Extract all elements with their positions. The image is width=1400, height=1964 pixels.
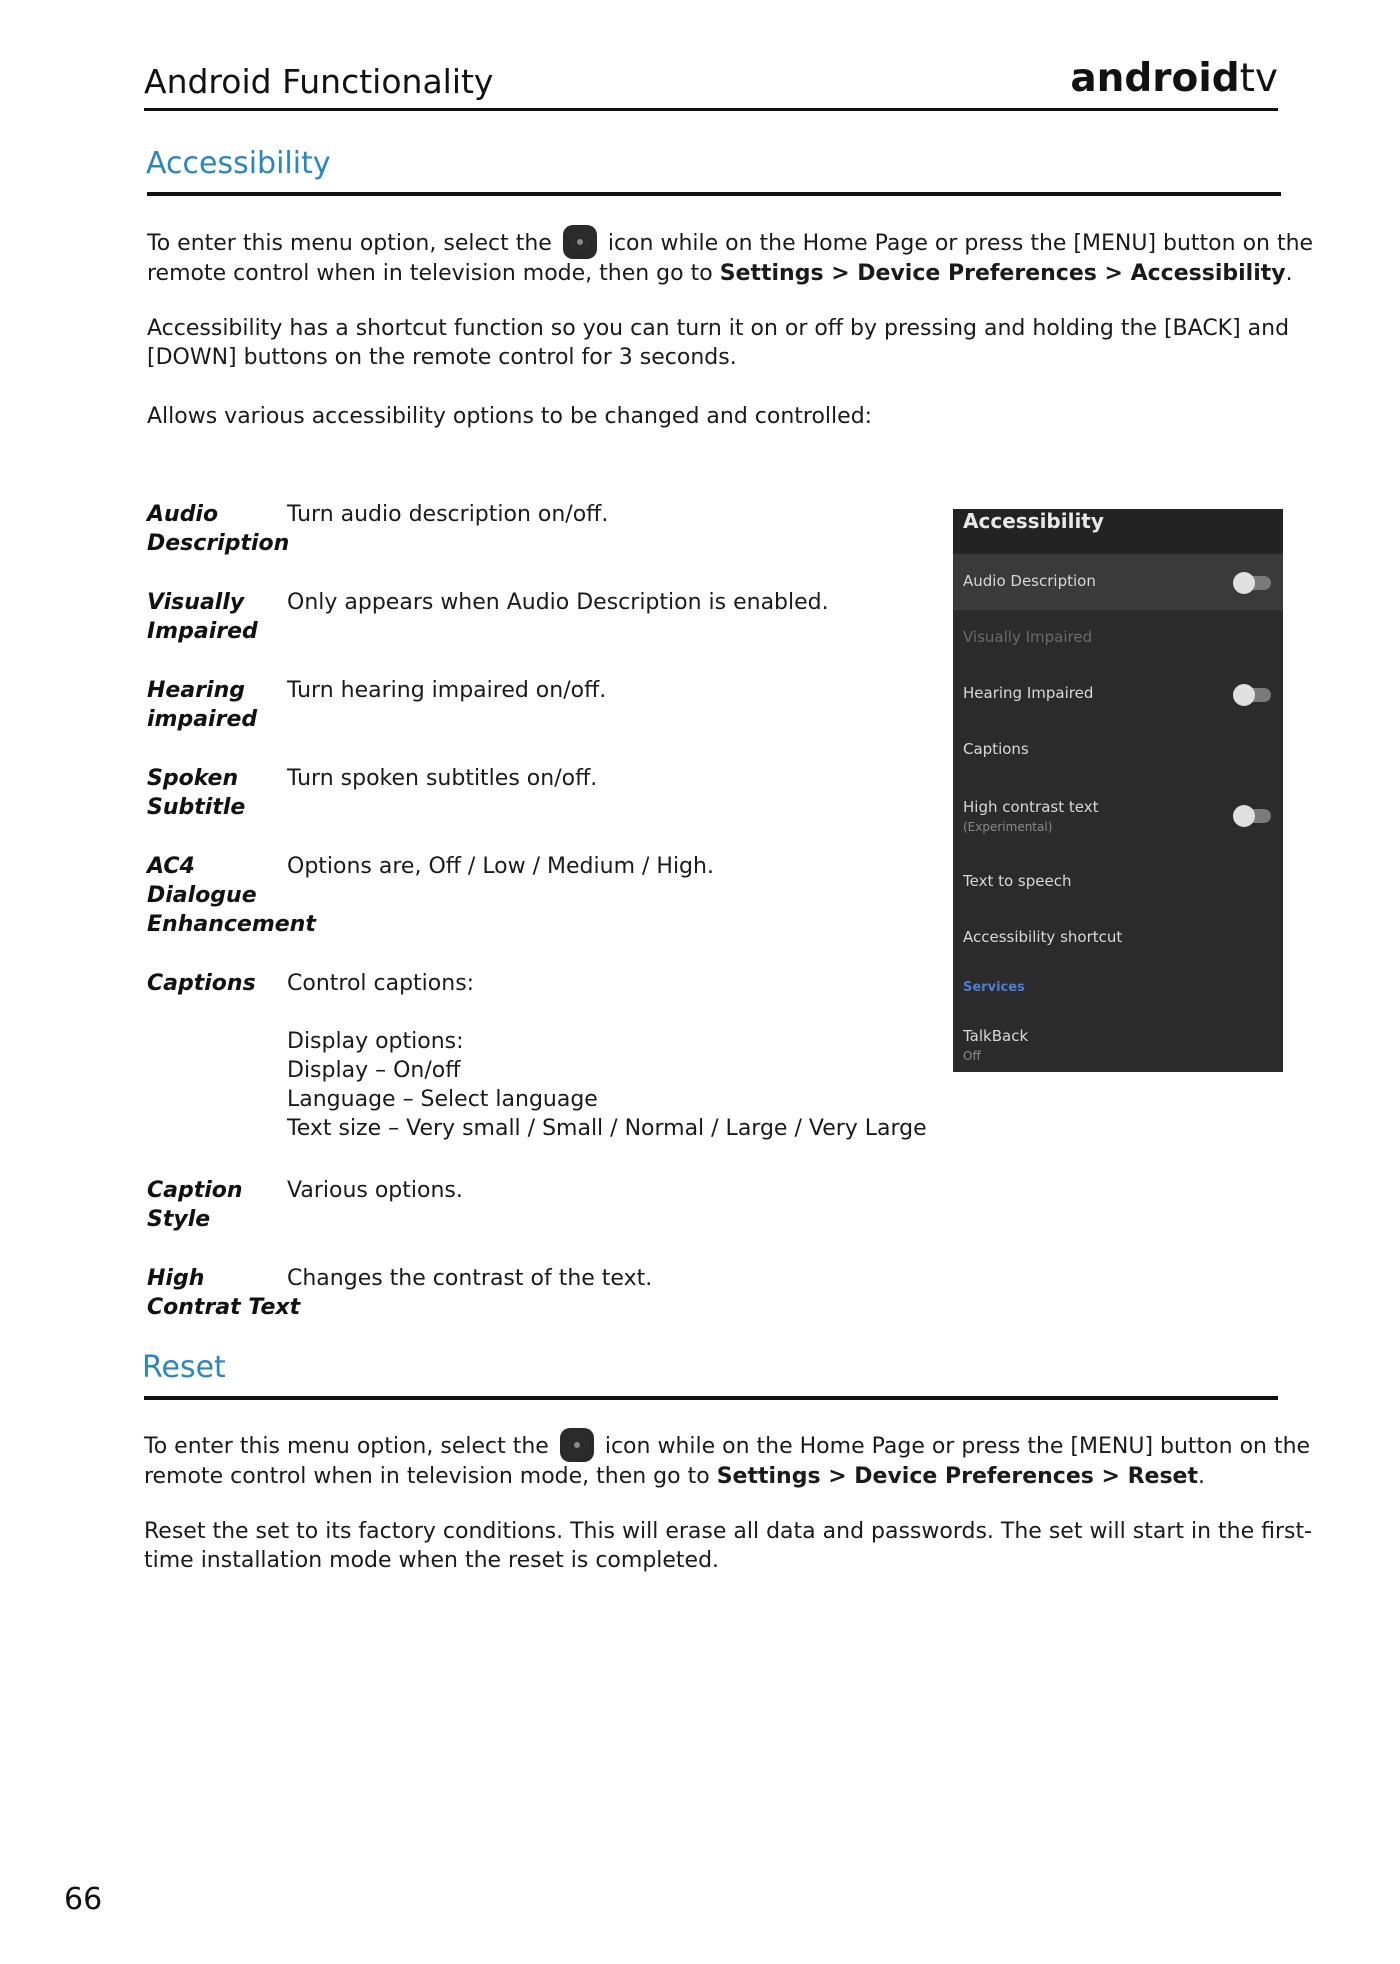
tv-item-talkback: TalkBack bbox=[963, 1027, 1029, 1045]
option-description-line: Display options: bbox=[287, 1029, 464, 1054]
option-term-line: Visually bbox=[147, 590, 245, 615]
option-term bbox=[147, 1264, 300, 1322]
tv-item-talkback-sub: Off bbox=[963, 1049, 981, 1063]
option-description-line: Turn hearing impaired on/off. bbox=[287, 678, 607, 703]
option-term-line: Dialogue bbox=[147, 883, 257, 908]
audio-description-toggle bbox=[1235, 576, 1271, 590]
tv-services-label: Services bbox=[963, 980, 1025, 995]
option-term-line: Audio bbox=[147, 502, 219, 527]
option-term-line: High bbox=[147, 1266, 205, 1291]
option-description-line: Only appears when Audio Description is enabled. bbox=[287, 590, 829, 615]
option-term-line: Spoken bbox=[147, 766, 239, 791]
accessibility-shortcut-text: Accessibility has a shortcut function so you can turn it on or off by pressing and holding the [BACK] and [DOWN] buttons on the remote control for 3 seconds. bbox=[147, 316, 1290, 370]
option-description bbox=[287, 969, 927, 1143]
accessibility-heading: Accessibility bbox=[146, 146, 331, 181]
option-description-line bbox=[287, 998, 927, 1027]
accessibility-intro: To enter this menu option, select the icon while on the Home Page or press the [MENU] button on the remote control when in television mode, then go to Settings > Device Preferences > Accessibility. bbox=[147, 225, 1287, 288]
accessibility-allows-text: Allows various accessibility options to be changed and controlled: bbox=[147, 404, 873, 429]
tv-item-captions: Captions bbox=[963, 740, 1029, 758]
option-description-line: Turn audio description on/off. bbox=[287, 502, 609, 527]
option-term-line: Hearing bbox=[147, 678, 245, 703]
option-term bbox=[147, 676, 257, 734]
androidtv-logo: androidtv bbox=[1070, 56, 1278, 101]
tv-item-audio-description: Audio Description bbox=[963, 572, 1096, 590]
option-term bbox=[147, 500, 289, 558]
hearing-impaired-toggle bbox=[1235, 688, 1271, 702]
option-description-line: Control captions: bbox=[287, 971, 475, 996]
header-rule bbox=[144, 108, 1278, 111]
option-description bbox=[287, 852, 714, 881]
page-header-title: Android Functionality bbox=[144, 62, 494, 101]
reset-body: Reset the set to its factory conditions. This will erase all data and passwords. The set will start in the first- time installation mode when the reset is completed. bbox=[144, 1519, 1313, 1573]
option-description bbox=[287, 588, 829, 617]
reset-menu-path: Settings > Device Preferences > Reset bbox=[716, 1464, 1198, 1489]
option-description-line: Language – Select language bbox=[287, 1087, 598, 1112]
option-description bbox=[287, 676, 606, 705]
option-description-line: Changes the contrast of the text. bbox=[287, 1266, 653, 1291]
option-term bbox=[147, 969, 256, 998]
reset-heading: Reset bbox=[142, 1350, 226, 1385]
accessibility-rule bbox=[147, 192, 1281, 196]
tv-item-high-contrast: High contrast text bbox=[963, 798, 1099, 816]
option-description bbox=[287, 764, 597, 793]
option-term-line: Subtitle bbox=[147, 795, 246, 820]
option-term-line: AC4 bbox=[147, 854, 195, 879]
option-term-line: Contrat Text bbox=[147, 1295, 301, 1320]
reset-rule bbox=[144, 1396, 1278, 1400]
option-term-line: Impaired bbox=[147, 619, 258, 644]
tv-menu-header: Accessibility bbox=[953, 509, 1283, 553]
option-term-line: impaired bbox=[147, 707, 258, 732]
page-number: 66 bbox=[64, 1882, 103, 1917]
tv-item-accessibility-shortcut: Accessibility shortcut bbox=[963, 928, 1123, 946]
tv-item-high-contrast-sub: (Experimental) bbox=[963, 820, 1053, 834]
accessibility-menu-path: Settings > Device Preferences > Accessibility bbox=[719, 261, 1286, 286]
option-term bbox=[147, 764, 245, 822]
option-term-line: Captions bbox=[147, 971, 256, 996]
tv-item-hearing-impaired: Hearing Impaired bbox=[963, 684, 1094, 702]
option-term-line: Description bbox=[147, 531, 290, 556]
option-description-line: Various options. bbox=[287, 1178, 463, 1203]
high-contrast-toggle bbox=[1235, 809, 1271, 823]
option-description-line: Turn spoken subtitles on/off. bbox=[287, 766, 598, 791]
tv-item-visually-impaired: Visually Impaired bbox=[963, 628, 1093, 646]
option-description-line: Options are, Off / Low / Medium / High. bbox=[287, 854, 714, 879]
settings-menu-icon bbox=[563, 225, 597, 259]
option-term-line: Caption bbox=[147, 1178, 243, 1203]
tv-item-text-to-speech: Text to speech bbox=[963, 872, 1072, 890]
option-term bbox=[147, 1176, 243, 1234]
reset-intro: To enter this menu option, select the icon while on the Home Page or press the [MENU] button on the remote control when in television mode, then go to Settings > Device Preferences > Reset. bbox=[144, 1428, 1284, 1491]
settings-menu-icon bbox=[560, 1428, 594, 1462]
option-description-line: Display – On/off bbox=[287, 1058, 461, 1083]
option-term-line: Enhancement bbox=[147, 912, 316, 937]
option-term bbox=[147, 588, 258, 646]
tv-accessibility-screenshot bbox=[953, 509, 1283, 1072]
option-description-line: Text size – Very small / Small / Normal / Large / Very Large bbox=[287, 1116, 927, 1141]
option-description bbox=[287, 500, 608, 529]
option-description bbox=[287, 1264, 652, 1293]
option-description bbox=[287, 1176, 463, 1205]
option-term-line: Style bbox=[147, 1207, 211, 1232]
